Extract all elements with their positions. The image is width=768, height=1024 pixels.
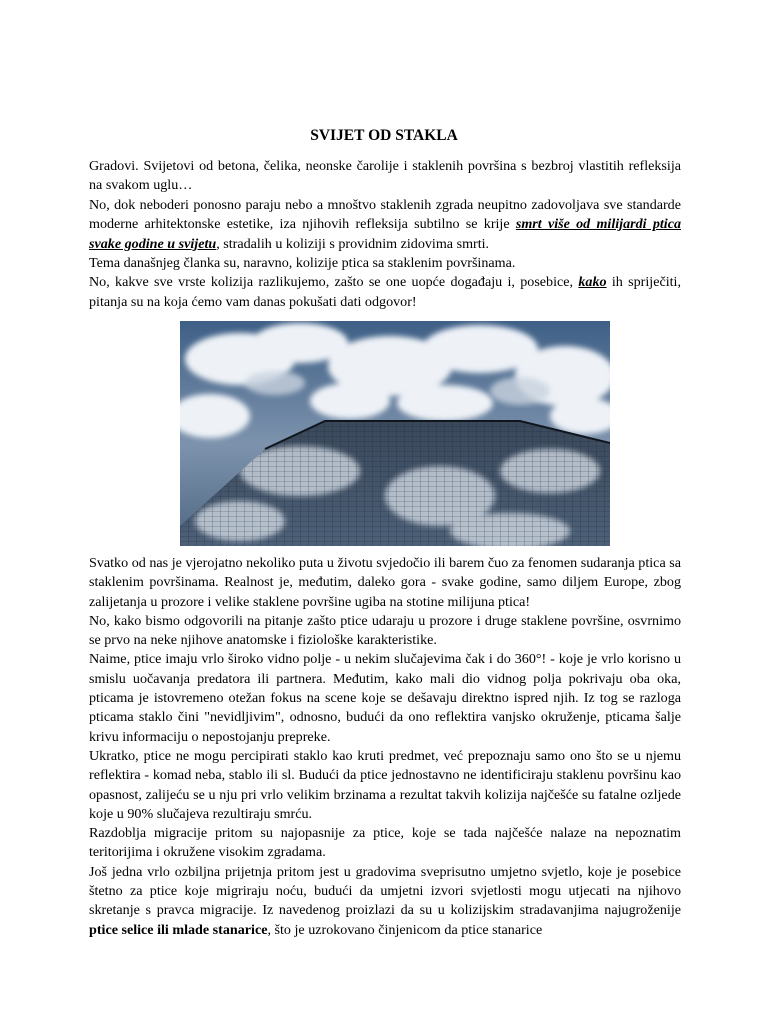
- body-paragraph-6: [89, 863, 681, 940]
- body-paragraph-1: Svatko od nas je vjerojatno nekoliko puta u životu svjedočio ili barem čuo za fenomen sudaranja ptica sa staklenim površinama. Realnost je, međutim, daleko gora - svake godine, samo diljem Europe, zbog zalijetanja u prozore i velike staklene površine ugiba na stotine milijuna ptica!: [89, 555, 681, 610]
- intro-paragraph-2-text: No, dok neboderi ponosno paraju nebo a mnoštvo staklenih zgrada neupitno zadovoljava sve standarde moderne arhitektonske estetike, iza njihovih refleksija subtilno se krije: [89, 196, 681, 233]
- intro-paragraph-4-tail: ih spriječiti, pitanja su na koja ćemo vam danas pokušati dati odgovor!: [89, 274, 681, 310]
- body-paragraph-4: Ukratko, ptice ne mogu percipirati staklo kao kruti predmet, već prepoznaju samo ono što se u njemu reflektira - komad neba, stablo ili sl. Budući da ptice jednostavno ne identificiraju staklenu površinu kao opasnost, zalijeću se u nju pri vrlo velikim brzinama a rezultat takvih kolizija najčešće su fatalne ozljede koje u 90% slučajeva rezultiraju smrću.: [89, 747, 681, 822]
- body-paragraph-6-text: Još jedna vrlo ozbiljna prijetnja pritom jest u gradovima sveprisutno umjetno svjetlo, koje je posebice štetno za ptice koje migriraju noću, budući da umjetni izvori svjetlosti mogu utjecati na njihovo skretanje s pravca migracije. Iz navedenog proizlazi da su u kolizijskim stradavanjima najugroženije: [89, 863, 681, 919]
- intro-block: [89, 157, 681, 312]
- emphasis-billion-birds: smrt više od milijardi ptica svake godine u svijetu: [89, 216, 682, 252]
- glass-building-photo: [180, 321, 610, 546]
- intro-paragraph-2: [89, 196, 681, 254]
- emphasis-ptice-selice: ptice selice ili mlade stanarice: [89, 921, 268, 938]
- body-paragraph-3: Naime, ptice imaju vrlo široko vidno polje - u nekim slučajevima čak i do 360°! - koje je vrlo korisno u smislu uočavanja predatora ili partnera. Međutim, kako mali dio vidnog polja pokrivaju oba oka, pticama je istovremeno otežan fokus na scene koje se dešavaju direktno ispred njih. Iz tog se razloga pticama staklo čini "nevidljivim", odnosno, budući da ono reflektira vanjsko okruženje, pticama šalje krivu informaciju o nepostojanju prepreke.: [89, 651, 681, 745]
- intro-paragraph-1: Gradovi. Svijetovi od betona, čelika, neonske čarolije i staklenih površina s bezbroj vlastitih refleksija na svakom uglu…: [89, 158, 681, 194]
- body-paragraph-5: Razdoblja migracije pritom su najopasnije za ptice, koje se tada najčešće nalaze na nepoznatim teritorijima i okružene visokim zgradama.: [89, 825, 681, 861]
- article-title: SVIJET OD STAKLA: [310, 127, 458, 144]
- body-block: [89, 554, 681, 940]
- emphasis-kako: kako: [578, 274, 607, 291]
- body-paragraph-2: No, kako bismo odgovorili na pitanje zašto ptice udaraju u prozore i druge staklene površine, osvrnimo se prvo na neke njihove anatomske i fiziološke karakteristike.: [89, 612, 681, 649]
- intro-paragraph-3: Tema današnjeg članka su, naravno, kolizije ptica sa staklenim površinama.: [89, 255, 516, 272]
- body-paragraph-6-tail: , što je uzrokovano činjenicom da ptice stanarice: [267, 921, 543, 938]
- intro-paragraph-4-text: No, kakve sve vrste kolizija razlikujemo, zašto se one uopće događaju i, posebice,: [89, 274, 579, 291]
- intro-paragraph-2-tail: , stradalih u koliziji s providnim zidovima smrti.: [216, 235, 490, 252]
- intro-paragraph-4: [89, 273, 681, 312]
